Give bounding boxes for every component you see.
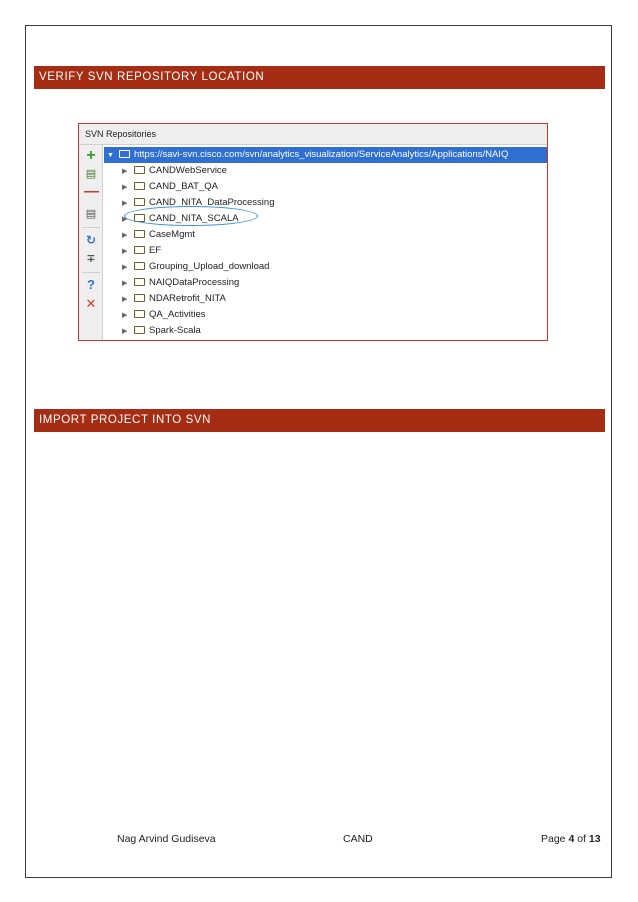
folder-label: CAND_BAT_QA	[149, 181, 218, 192]
footer-page-number	[541, 833, 601, 845]
properties-icon[interactable]: ▤	[85, 208, 97, 220]
page-total: 13	[588, 833, 601, 845]
tree-row[interactable]	[122, 163, 227, 179]
expanded-arrow-icon[interactable]: ▼	[107, 152, 114, 159]
collapsed-arrow-icon[interactable]: ▶	[122, 312, 128, 319]
folder-label: Spark-Scala	[149, 325, 201, 336]
tree-row-root[interactable]	[104, 147, 547, 163]
collapsed-arrow-icon[interactable]: ▶	[122, 232, 128, 239]
folder-label: NDARetrofit_NITA	[149, 293, 226, 304]
page-of: of	[574, 833, 589, 845]
footer-center: CAND	[343, 833, 373, 845]
toolbar-divider	[82, 272, 100, 273]
remove-icon[interactable]: —	[84, 183, 99, 200]
page-prefix: Page	[541, 833, 569, 845]
collapsed-arrow-icon[interactable]: ▶	[122, 216, 128, 223]
root-url: https://savi-svn.cisco.com/svn/analytics_visualization/ServiceAnalytics/Applications/NAIQ	[134, 149, 509, 160]
collapsed-arrow-icon[interactable]: ▶	[122, 248, 128, 255]
folder-icon	[134, 182, 145, 190]
close-icon[interactable]: ✕	[85, 296, 97, 311]
collapsed-arrow-icon[interactable]: ▶	[122, 280, 128, 287]
folder-icon	[134, 262, 145, 270]
collapsed-arrow-icon[interactable]: ▶	[122, 184, 128, 191]
collapsed-arrow-icon[interactable]: ▶	[122, 328, 128, 335]
collapsed-arrow-icon[interactable]: ▶	[122, 264, 128, 271]
toolbar-divider	[82, 227, 100, 228]
folder-icon	[119, 150, 130, 158]
help-icon[interactable]: ?	[87, 277, 95, 292]
tree-row[interactable]	[122, 243, 161, 259]
page-current: 4	[568, 833, 575, 845]
folder-label: NAIQDataProcessing	[149, 277, 240, 288]
folder-icon	[134, 326, 145, 334]
highlight-ellipse-annotation	[124, 206, 258, 226]
refresh-icon[interactable]: ↻	[85, 233, 97, 247]
footer-author: Nag Arvind Gudiseva	[117, 833, 216, 845]
tree-row[interactable]	[122, 323, 201, 339]
folder-icon	[134, 278, 145, 286]
add-icon[interactable]: +	[86, 147, 96, 164]
collapsed-arrow-icon[interactable]: ▶	[122, 296, 128, 303]
folder-label: Grouping_Upload_download	[149, 261, 270, 272]
svn-repositories-panel	[78, 123, 548, 341]
folder-label: QA_Activities	[149, 309, 206, 320]
collapse-icon[interactable]: ∓	[86, 253, 96, 265]
folder-label: CaseMgmt	[149, 229, 195, 240]
tree-row[interactable]	[122, 259, 269, 275]
svn-toolbar	[79, 145, 103, 340]
folder-label: EF	[149, 245, 162, 256]
folder-icon	[134, 230, 145, 238]
folder-label: CAND_NITA_SCALA	[149, 213, 239, 224]
section-header-import: IMPORT PROJECT INTO SVN	[34, 409, 605, 432]
tree-row[interactable]	[122, 179, 218, 195]
tree-row[interactable]	[122, 307, 206, 323]
folder-label: CAND_NITA_DataProcessing	[149, 197, 275, 208]
collapsed-arrow-icon[interactable]: ▶	[122, 168, 128, 175]
svn-tree	[104, 145, 547, 340]
tree-row[interactable]	[122, 227, 195, 243]
tree-row[interactable]	[122, 275, 239, 291]
folder-icon	[134, 246, 145, 254]
folder-label: CANDWebService	[149, 165, 227, 176]
section-header-verify: VERIFY SVN REPOSITORY LOCATION	[34, 66, 605, 89]
tree-row[interactable]	[122, 291, 226, 307]
folder-icon	[134, 310, 145, 318]
checkout-icon[interactable]: ▤	[85, 168, 97, 180]
folder-icon	[134, 166, 145, 174]
folder-icon	[134, 294, 145, 302]
folder-icon	[134, 198, 145, 206]
svn-panel-title: SVN Repositories	[79, 124, 547, 145]
collapsed-arrow-icon[interactable]: ▶	[122, 200, 128, 207]
